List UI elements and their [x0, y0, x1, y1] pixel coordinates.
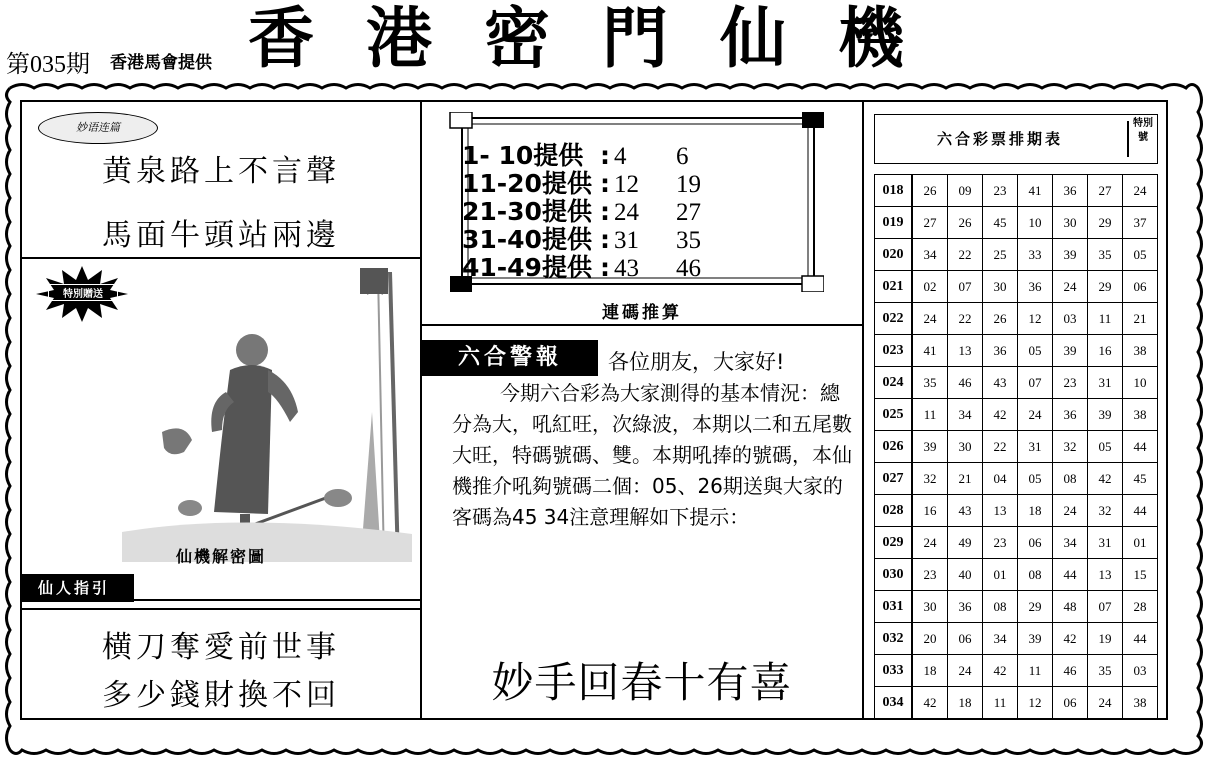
number-cell: 20 [912, 623, 948, 655]
special-number-cell: 44 [1123, 495, 1158, 527]
number-cell: 06 [1018, 527, 1053, 559]
number-row: 41-49提供 : 43 46 [462, 248, 738, 284]
number-cell: 23 [983, 527, 1018, 559]
number-cell: 18 [1018, 495, 1053, 527]
number-cell: 24 [1088, 687, 1123, 719]
number-cell: 05 [1018, 335, 1053, 367]
table-row [875, 495, 1158, 527]
number-cell: 39 [1053, 335, 1088, 367]
divider [134, 599, 420, 601]
hint-phrase: 妙手回春十有喜 [491, 658, 793, 707]
number-cell: 48 [1053, 591, 1088, 623]
number-cell: 06 [948, 623, 983, 655]
number-cell: 07 [1088, 591, 1123, 623]
number-cell: 18 [948, 687, 983, 719]
divider [422, 324, 862, 326]
issue-cell: 024 [875, 367, 913, 399]
number-cell: 11 [983, 687, 1018, 719]
table-row [875, 239, 1158, 271]
number-cell: 05 [1018, 463, 1053, 495]
number-cell: 08 [1053, 463, 1088, 495]
starburst-label: 特別贈送 [48, 284, 118, 301]
number-range: 31-40提供 [462, 225, 592, 254]
table-row [875, 271, 1158, 303]
issue-cell: 028 [875, 495, 913, 527]
issue-cell: 026 [875, 431, 913, 463]
number-cell: 19 [1088, 623, 1123, 655]
special-number-cell: 37 [1123, 207, 1158, 239]
number-cell: 27 [912, 207, 948, 239]
table-row [875, 623, 1158, 655]
number-cell: 23 [983, 175, 1018, 207]
number-cell: 39 [1053, 239, 1088, 271]
number-cell: 34 [983, 623, 1018, 655]
number-range: 11-20提供 [462, 169, 592, 198]
number-cell: 12 [1018, 687, 1053, 719]
number-cell: 26 [948, 207, 983, 239]
number-cell: 42 [1088, 463, 1123, 495]
table-row [875, 559, 1158, 591]
number-cell: 46 [1053, 655, 1088, 687]
guide-line-2: 多少錢財換不回 [102, 678, 340, 713]
table-row [875, 399, 1158, 431]
number-cell: 39 [1018, 623, 1053, 655]
number-cell: 09 [948, 175, 983, 207]
number-cell: 24 [912, 303, 948, 335]
table-row [875, 303, 1158, 335]
number-cell: 32 [912, 463, 948, 495]
number-cell: 43 [948, 495, 983, 527]
number-cell: 02 [912, 271, 948, 303]
issue-cell: 027 [875, 463, 913, 495]
special-number-cell: 28 [1123, 591, 1158, 623]
issue-cell: 029 [875, 527, 913, 559]
special-number-label: 特別號 [1133, 118, 1153, 143]
number-value: 4 [614, 143, 627, 170]
issue-cell: 032 [875, 623, 913, 655]
number-cell: 35 [912, 367, 948, 399]
number-cell: 30 [1053, 207, 1088, 239]
number-cell: 21 [948, 463, 983, 495]
left-panel [20, 100, 422, 720]
number-cell: 12 [1018, 303, 1053, 335]
number-value: 24 [614, 199, 639, 226]
table-row [875, 367, 1158, 399]
number-cell: 07 [1018, 367, 1053, 399]
issue-cell: 020 [875, 239, 913, 271]
special-number-cell: 03 [1123, 655, 1158, 687]
table-row [875, 335, 1158, 367]
number-cell: 01 [983, 559, 1018, 591]
number-cell: 24 [948, 655, 983, 687]
number-cell: 13 [948, 335, 983, 367]
number-cell: 36 [1053, 399, 1088, 431]
number-range: 21-30提供 [462, 197, 592, 226]
table-row [875, 655, 1158, 687]
table-row [875, 463, 1158, 495]
number-value: 12 [614, 171, 639, 198]
number-cell: 42 [1053, 623, 1088, 655]
number-cell: 41 [1018, 175, 1053, 207]
number-cell: 23 [912, 559, 948, 591]
number-cell: 08 [1018, 559, 1053, 591]
table-row [875, 207, 1158, 239]
number-cell: 23 [1053, 367, 1088, 399]
special-number-cell: 45 [1123, 463, 1158, 495]
number-cell: 13 [983, 495, 1018, 527]
page-title: 香港密門仙機 [248, 0, 956, 77]
number-cell: 30 [912, 591, 948, 623]
special-number-cell: 44 [1123, 431, 1158, 463]
number-cell: 31 [1018, 431, 1053, 463]
poem-line-1: 黄泉路上不言聲 [102, 154, 340, 189]
number-cell: 16 [912, 495, 948, 527]
divider [22, 257, 420, 259]
number-cell: 42 [983, 399, 1018, 431]
number-row: 1- 10提供 : 4 6 [462, 136, 738, 172]
greeting: 各位朋友，大家好! [608, 350, 785, 374]
number-cell: 36 [1053, 175, 1088, 207]
number-cell: 45 [983, 207, 1018, 239]
special-number-cell: 06 [1123, 271, 1158, 303]
number-cell: 24 [1053, 271, 1088, 303]
monk-illustration [122, 262, 412, 562]
number-cell: 40 [948, 559, 983, 591]
issue-cell: 022 [875, 303, 913, 335]
issue-cell: 030 [875, 559, 913, 591]
number-cell: 24 [1053, 495, 1088, 527]
forecast-body: 今期六合彩為大家測得的基本情況：總分為大，吼紅旺，次綠波，本期以二和五尾數大旺，特碼號碼、雙。本期吼捧的號碼，本仙機推介吼夠號碼二個：05、26期送與大家的客碼為45 34注意理解如下提示： [452, 381, 852, 529]
number-value: 6 [676, 143, 689, 170]
number-cell: 04 [983, 463, 1018, 495]
guide-line-1: 横刀奪愛前世事 [102, 630, 340, 665]
number-cell: 46 [948, 367, 983, 399]
divider [1127, 121, 1129, 157]
special-number-cell: 01 [1123, 527, 1158, 559]
special-number-cell: 10 [1123, 367, 1158, 399]
number-cell: 06 [1053, 687, 1088, 719]
number-cell: 24 [1018, 399, 1053, 431]
number-cell: 32 [1088, 495, 1123, 527]
number-cell: 31 [1088, 367, 1123, 399]
issue-cell: 025 [875, 399, 913, 431]
provider-label: 香港馬會提供 [110, 53, 212, 73]
issue-cell: 034 [875, 687, 913, 719]
number-cell: 27 [1088, 175, 1123, 207]
number-cell: 33 [1018, 239, 1053, 271]
guide-tag: 仙人指引 [22, 574, 134, 602]
issue-number: 第035期 [6, 52, 90, 78]
number-cell: 11 [1088, 303, 1123, 335]
number-row: 11-20提供 : 12 19 [462, 164, 738, 200]
number-cell: 43 [983, 367, 1018, 399]
number-cell: 25 [983, 239, 1018, 271]
special-number-cell: 21 [1123, 303, 1158, 335]
number-value: 43 [614, 255, 639, 282]
issue-cell: 031 [875, 591, 913, 623]
number-cell: 34 [912, 239, 948, 271]
number-cell: 34 [1053, 527, 1088, 559]
issue-cell: 023 [875, 335, 913, 367]
number-cell: 30 [983, 271, 1018, 303]
number-cell: 29 [1088, 207, 1123, 239]
number-cell: 11 [1018, 655, 1053, 687]
issue-cell: 033 [875, 655, 913, 687]
number-cell: 42 [912, 687, 948, 719]
issue-cell: 021 [875, 271, 913, 303]
middle-panel [420, 100, 864, 720]
number-cell: 39 [1088, 399, 1123, 431]
number-row: 31-40提供 : 31 35 [462, 220, 738, 256]
number-cell: 22 [948, 303, 983, 335]
table-title: 六合彩票排期表 [936, 130, 1063, 148]
number-value: 35 [676, 227, 701, 254]
right-panel [862, 100, 1168, 720]
number-cell: 35 [1088, 239, 1123, 271]
special-number-cell: 38 [1123, 399, 1158, 431]
number-cell: 10 [1018, 207, 1053, 239]
alert-tag: 六合警報 [422, 340, 598, 376]
number-cell: 29 [1088, 271, 1123, 303]
draw-schedule-table [874, 174, 1158, 719]
number-value: 27 [676, 199, 701, 226]
number-cell: 13 [1088, 559, 1123, 591]
number-cell: 32 [1053, 431, 1088, 463]
table-row [875, 175, 1158, 207]
number-cell: 41 [912, 335, 948, 367]
number-cell: 35 [1088, 655, 1123, 687]
issue-cell: 019 [875, 207, 913, 239]
number-cell: 26 [912, 175, 948, 207]
poem-line-2: 馬面牛頭站兩邊 [102, 218, 340, 253]
special-number-cell: 44 [1123, 623, 1158, 655]
number-cell: 30 [948, 431, 983, 463]
number-cell: 34 [948, 399, 983, 431]
number-range: 41-49提供 [462, 253, 592, 282]
illustration-caption: 仙機解密圖 [175, 547, 266, 566]
number-value: 19 [676, 171, 701, 198]
number-cell: 05 [1088, 431, 1123, 463]
number-cell: 36 [948, 591, 983, 623]
number-cell: 08 [983, 591, 1018, 623]
number-cell: 03 [1053, 303, 1088, 335]
number-cell: 24 [912, 527, 948, 559]
special-number-cell: 38 [1123, 335, 1158, 367]
poem-badge: 妙语连篇 [38, 112, 158, 144]
number-row: 21-30提供 : 24 27 [462, 192, 738, 228]
table-row [875, 431, 1158, 463]
number-cell: 44 [1053, 559, 1088, 591]
special-number-cell: 05 [1123, 239, 1158, 271]
special-number-cell: 15 [1123, 559, 1158, 591]
number-value: 46 [676, 255, 701, 282]
number-cell: 16 [1088, 335, 1123, 367]
number-cell: 31 [1088, 527, 1123, 559]
table-row [875, 527, 1158, 559]
number-cell: 39 [912, 431, 948, 463]
number-cell: 18 [912, 655, 948, 687]
divider [22, 608, 420, 610]
number-cell: 42 [983, 655, 1018, 687]
number-cell: 49 [948, 527, 983, 559]
issue-cell: 018 [875, 175, 913, 207]
number-cell: 11 [912, 399, 948, 431]
number-cell: 22 [983, 431, 1018, 463]
special-number-cell: 24 [1123, 175, 1158, 207]
number-cell: 36 [983, 335, 1018, 367]
number-cell: 22 [948, 239, 983, 271]
number-range: 1- 10提供 [462, 141, 584, 170]
table-header [874, 114, 1158, 164]
number-cell: 07 [948, 271, 983, 303]
table-row [875, 591, 1158, 623]
number-value: 31 [614, 227, 639, 254]
number-cell: 26 [983, 303, 1018, 335]
calc-label: 連碼推算 [602, 303, 682, 323]
number-cell: 29 [1018, 591, 1053, 623]
table-row [875, 687, 1158, 719]
special-number-cell: 38 [1123, 687, 1158, 719]
number-cell: 36 [1018, 271, 1053, 303]
